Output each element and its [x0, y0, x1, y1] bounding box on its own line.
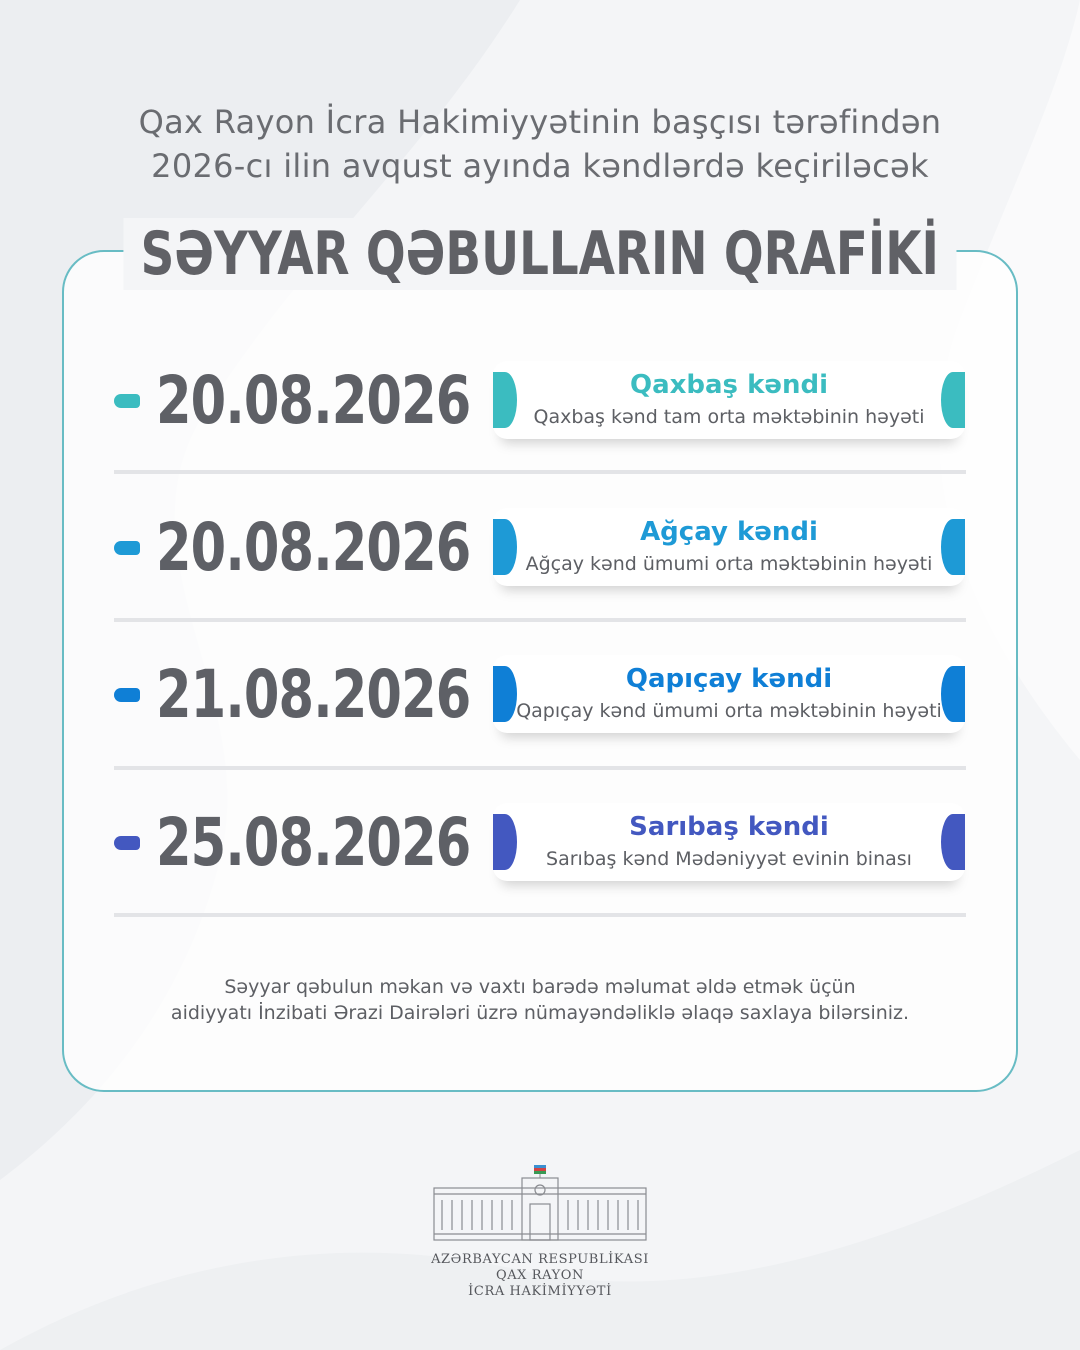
row-divider [114, 913, 966, 917]
location-card [493, 508, 965, 586]
schedule-date: 20.08.2026 [156, 362, 471, 439]
village-name: Qaxbaş kəndi [629, 370, 829, 400]
schedule-row [0, 800, 1080, 947]
village-name: Ağçay kəndi [640, 517, 818, 547]
org-line-1: AZƏRBAYCAN RESPUBLİKASI [431, 1252, 649, 1267]
row-marker [114, 541, 140, 555]
page-title: SƏYYAR QƏBULLARIN QRAFİKİ [124, 218, 957, 290]
contact-note [100, 974, 980, 1026]
venue-text: Ağçay kənd ümumi orta məktəbinin həyəti [525, 553, 933, 575]
location-card [493, 803, 965, 881]
schedule-row [0, 358, 1080, 505]
intro-line-1: Qax Rayon İcra Hakimiyyətinin başçısı tərəfindən [138, 103, 942, 141]
row-divider [114, 766, 966, 770]
organization-name [390, 1252, 690, 1300]
venue-text: Qapıçay kənd ümumi orta məktəbinin həyəti [516, 700, 942, 722]
government-building-icon [430, 1164, 650, 1244]
row-divider [114, 470, 966, 474]
venue-text: Qaxbaş kənd tam orta məktəbinin həyəti [533, 406, 925, 428]
intro-line-2: 2026-cı ilin avqust ayında kəndlərdə keçiriləcək [151, 147, 929, 185]
schedule-date: 21.08.2026 [156, 656, 471, 733]
org-line-3: İCRA HAKİMİYYƏTİ [468, 1284, 612, 1299]
schedule-date: 25.08.2026 [156, 804, 471, 881]
org-line-2: QAX RAYON [495, 1268, 585, 1283]
schedule-row [0, 652, 1080, 799]
venue-text: Sarıbaş kənd Mədəniyyət evinin binası [546, 848, 912, 870]
schedule-row [0, 505, 1080, 652]
note-line-1: Səyyar qəbulun məkan və vaxtı barədə məlumat əldə etmək üçün [224, 976, 856, 998]
location-card [493, 655, 965, 733]
schedule-date: 20.08.2026 [156, 509, 471, 586]
location-card [493, 361, 965, 439]
village-name: Sarıbaş kəndi [629, 812, 829, 842]
row-marker [114, 688, 140, 702]
village-name: Qapıçay kəndi [625, 664, 833, 694]
row-marker [114, 394, 140, 408]
note-line-2: aidiyyatı İnzibati Ərazi Dairələri üzrə nümayəndəliklə əlaqə saxlaya bilərsiniz. [170, 1002, 910, 1024]
row-divider [114, 618, 966, 622]
row-marker [114, 836, 140, 850]
